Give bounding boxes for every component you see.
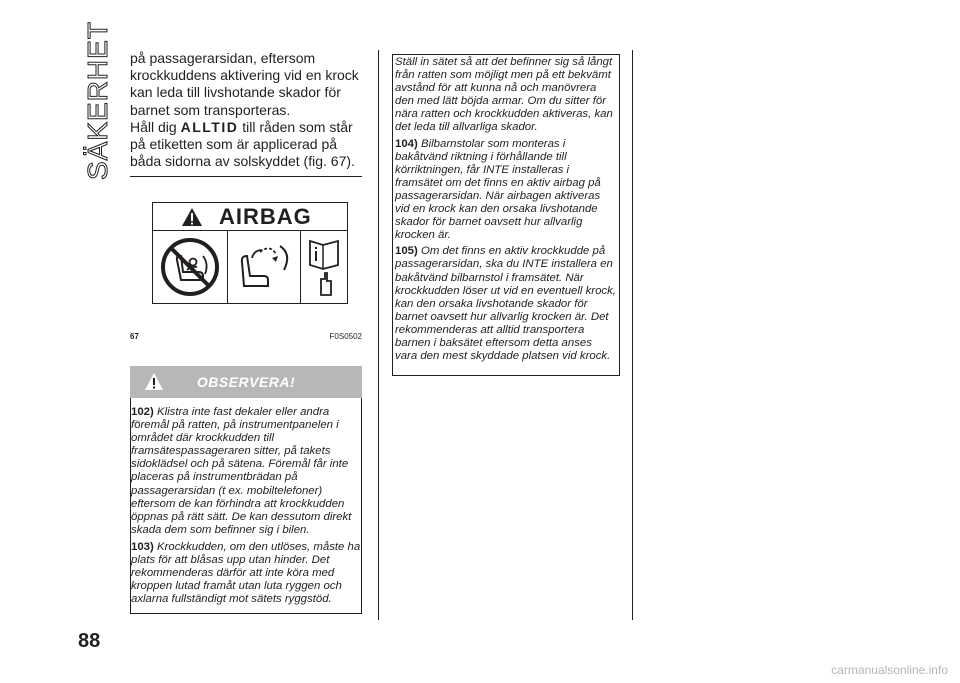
column-divider (632, 50, 633, 620)
note-number: 105) (395, 245, 418, 258)
note-number: 103) (131, 540, 154, 553)
figure-code: F0S0502 (329, 332, 362, 341)
page-number: 88 (78, 630, 101, 652)
read-manual-icon (307, 235, 341, 299)
section-tab-label: SÄKERHET (82, 21, 113, 180)
right-note-105 (395, 245, 617, 363)
alltid-emphasis: ALLTID (180, 118, 239, 135)
note-text: Bilbarnstolar som monteras i bakåtvänd riktning i förhållande till körriktningen, får INTE installeras i framsätet om det finns en aktiv airbag på passagerarsidan. När airbagen aktiveras vid en krock kan den orsaka livshotande skador för barnet oavsett hur allvarlig krocken är. (395, 137, 601, 242)
intro-paragraph-2 (130, 119, 362, 171)
airbag-label-header (153, 203, 347, 231)
left-column (130, 50, 362, 170)
no-rear-facing-seat-cell (153, 231, 228, 303)
note-text: Krockkudden, om den utlöses, måste ha plats för att blåsas upp utan hinder. Det rekommenderas därför att inte köra med kroppen lutad framåt utan luta ryggen och axlarna fullständigt mot sätets ryggstöd. (131, 540, 361, 606)
right-note-104 (395, 138, 617, 243)
observera-title: OBSERVERA! (196, 374, 296, 390)
figure-caption (130, 332, 362, 341)
right-lead-paragraph: Ställ in sätet så att det befinner sig så långt från ratten som möjligt men på ett bekvämt avstånd för att kunna nå och manövrera den med lätt böjda armar. Om du sitter för nära ratten och krockkudden aktiveras, kan det leda till allvarliga skador. (395, 56, 613, 134)
intro-text-after: till råden som står på etiketten som är applicerad på båda sidorna av solskyddet (fig. 67). (130, 118, 355, 170)
airbag-seat-cell (228, 231, 301, 303)
observera-header (130, 366, 362, 398)
observera-note-102 (131, 406, 361, 537)
manual-reference-cell (301, 231, 347, 303)
note-number: 104) (395, 137, 418, 150)
airbag-label-word: AIRBAG (219, 203, 312, 229)
source-watermark: carmanualsonline.info (831, 663, 948, 677)
observera-note-103 (131, 541, 361, 606)
no-rear-facing-child-seat-icon (159, 236, 221, 298)
note-number: 102) (131, 406, 154, 418)
airbag-deployment-seat-icon (232, 236, 296, 298)
right-notes-box (392, 54, 620, 376)
intro-paragraph-1: på passagerarsidan, eftersom krockkuddens aktivering vid en krock kan leda till livshotande skador för barnet som transporteras. (130, 50, 359, 118)
observera-box (130, 398, 362, 614)
airbag-label-figure (152, 202, 348, 304)
intro-text-before: Håll dig (130, 118, 177, 135)
figure-number: 67 (130, 332, 139, 341)
figure-top-rule (130, 176, 362, 177)
note-text: Klistra inte fast dekaler eller andra föremål på ratten, på instrumentpanelen i området där krockkudden till framsätespassageraren sitter, på takets sidoklädsel och på sätena. Föremål får inte placeras på instrumentbrädan på passagerarsidan (t ex. mobiltelefoner) eftersom de kan förhindra att krockkudden öppnas på rätt sätt. De kan dessutom direkt skada dem som befinner sig i bilen. (131, 406, 352, 536)
section-tab (78, 21, 118, 180)
airbag-label-pictograms (153, 231, 347, 303)
column-divider (378, 50, 379, 620)
warning-triangle-icon (181, 207, 203, 227)
note-text: Om det finns en aktiv krockkudde på passagerarsidan, ska du INTE installera en bakåtvänd bilbarnstol i framsätet. När krockkudden löser ut vid en eventuell krock, kan den orsaka livshotande skador för barnet oavsett hur allvarlig krocken är. Det rekommenderas att alltid transportera barnen i baksätet eftersom detta anses vara den mest skyddade platsen vid krock. (395, 245, 616, 363)
